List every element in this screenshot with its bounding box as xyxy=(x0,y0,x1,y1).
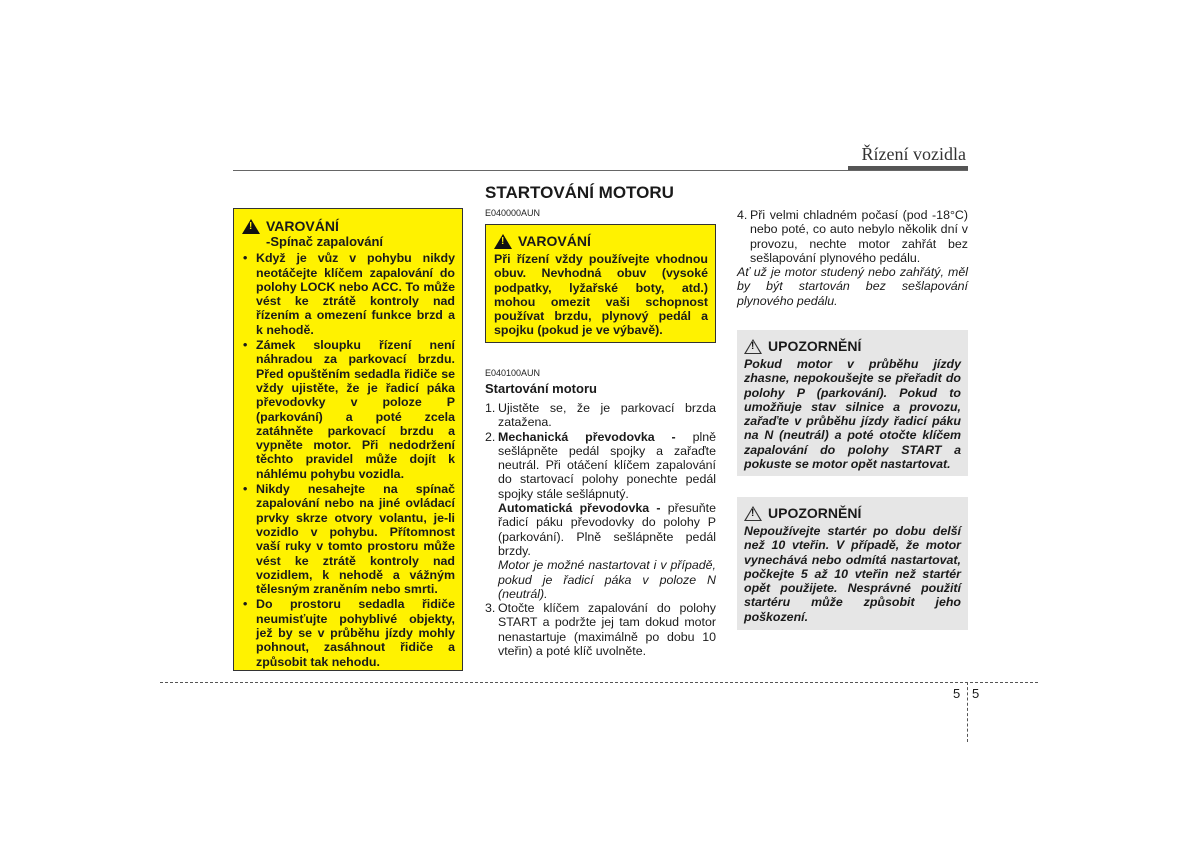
warning-item: • Když je vůz v pohybu nikdy neotáčejte klíčem zapalování do polohy LOCK nebo ACC. To může vést ke ztrátě kontroly nad řízením a omezení funkce brzd a k nehodě. xyxy=(242,251,455,337)
step-item xyxy=(485,430,716,501)
warning-item: • Nikdy nesahejte na spínač zapalování nebo na jiné ovládací prvky skrze otvory volantu, je-li vozidlo v pohybu. Přítomnost vaší ruky v tomto prostoru může vést ke ztrátě kontroly nad vozidlem, k nehodě a vážným tělesným zraněním nebo smrti. xyxy=(242,482,455,596)
reference-code: E040100AUN xyxy=(485,368,541,378)
page-title: STARTOVÁNÍ MOTORU xyxy=(485,183,674,202)
caution-header xyxy=(744,338,961,354)
warning-list xyxy=(242,251,455,669)
step-number: 4. xyxy=(737,208,748,222)
warning-triangle-icon: ! xyxy=(242,219,260,234)
warning-title: VAROVÁNÍ xyxy=(518,233,591,249)
warning-item: • Zámek sloupku řízení není náhradou za parkovací brzdu. Před opuštěním sedadla řidiče se vždy ujistěte, že je řadicí páka převodovky v poloze P (parkování) a poté zcela zatáhněte parkovací brzdu a vypněte motor. Při nedodržení těchto pravidel může dojít k náhlému pohybu vozidla. xyxy=(242,338,455,481)
step-item xyxy=(485,401,716,430)
reference-code: E040000AUN xyxy=(485,208,541,218)
caution-title: UPOZORNĚNÍ xyxy=(768,338,862,354)
caution-text: Nepoužívejte startér po dobu delší než 10 vteřin. V případě, že motor vynechává nebo odmítá nastartovat, počkejte 5 až 10 vteřin než startér opět použijete. Nesprávné použití startéru může způsobit jeho poškození. xyxy=(744,524,961,624)
caution-text: Pokud motor v průběhu jízdy zhasne, nepokoušejte se přeřadit do polohy P (parkování). Pokud to umožňuje stav silnice a provozu, zařaďte v průběhu jízdy řadicí páku na N (neutrál) a poté otočte klíčem zapalování do polohy START a pokuste se motor opět nastartovat. xyxy=(744,357,961,472)
step-note: Motor je možné nastartovat i v případě, pokud je řadicí páka v poloze N (neutrál). xyxy=(498,558,716,601)
warning-item: • Do prostoru sedadla řidiče neumisťujte pohyblivé objekty, jež by se v průběhu jízdy mohly pohnout, zasáhnout řidiče a způsobit tak nehodu. xyxy=(242,597,455,668)
footer-divider xyxy=(967,682,968,742)
step-number: 3. xyxy=(485,601,496,616)
page-number: 5 xyxy=(972,686,980,701)
warning-subtitle: -Spínač zapalování xyxy=(266,234,384,249)
step-number: 2. xyxy=(485,429,496,444)
step-text: přesuňte řadicí páku převodovky do polohy P (parkování). Plně sešlápněte pedál brzdy. xyxy=(498,501,716,558)
caution-triangle-icon: ! xyxy=(744,339,762,354)
step-item xyxy=(737,208,968,265)
footer-rule xyxy=(160,682,1038,683)
step-number: 1. xyxy=(485,401,496,415)
caution-box-starter xyxy=(737,497,968,630)
warning-title: VAROVÁNÍ xyxy=(266,218,339,234)
warning-header xyxy=(242,218,455,234)
step-text: Při velmi chladném počasí (pod -18°C) nebo poté, co auto nebylo několik dní v provozu, nechte motor zahřát bez sešlapování plynového pedálu. xyxy=(750,208,968,265)
steps-block xyxy=(485,401,716,658)
header-rule xyxy=(233,170,968,171)
step-label: Mechanická převodovka - xyxy=(498,429,676,444)
section-title: Řízení vozidla xyxy=(861,144,966,164)
right-text-block xyxy=(737,208,968,308)
caution-triangle-icon: ! xyxy=(744,506,762,521)
warning-box-footwear xyxy=(485,224,716,343)
section-heading: Startování motoru xyxy=(485,381,597,396)
header-rule-accent xyxy=(848,166,968,170)
warning-triangle-icon: ! xyxy=(494,234,512,249)
chapter-number: 5 xyxy=(953,686,961,701)
step-text: Ujistěte se, že je parkovací brzda zatažena. xyxy=(498,401,716,430)
step-text: plně sešlápněte pedál spojky a zařaďte neutrál. Při otáčení klíčem zapalování do startovací polohy ponechte pedál spojky stále sešlápnutý. xyxy=(498,429,716,501)
step-text: Otočte klíčem zapalování do polohy START a podržte jej tam dokud motor nenastartuje (maximálně po dobu 10 vteřin) a poté klíč uvolněte. xyxy=(498,601,716,659)
step-note: Ať už je motor studený nebo zahřátý, měl by být startován bez sešlapování plynového pedálu. xyxy=(737,265,968,308)
warning-box-ignition xyxy=(233,208,463,671)
caution-title: UPOZORNĚNÍ xyxy=(768,505,862,521)
caution-box-stall xyxy=(737,330,968,476)
caution-header xyxy=(744,505,961,521)
step-paragraph xyxy=(485,501,716,558)
step-item xyxy=(485,601,716,658)
warning-text: Při řízení vždy používejte vhodnou obuv. Nevhodná obuv (vysoké podpatky, lyžařské boty, atd.) mohou omezit vaši schopnost používat brzdu, plynový pedál a spojku (pokud je ve výbavě). xyxy=(494,252,708,338)
warning-header xyxy=(494,233,708,249)
step-label: Automatická převodovka - xyxy=(498,501,661,516)
